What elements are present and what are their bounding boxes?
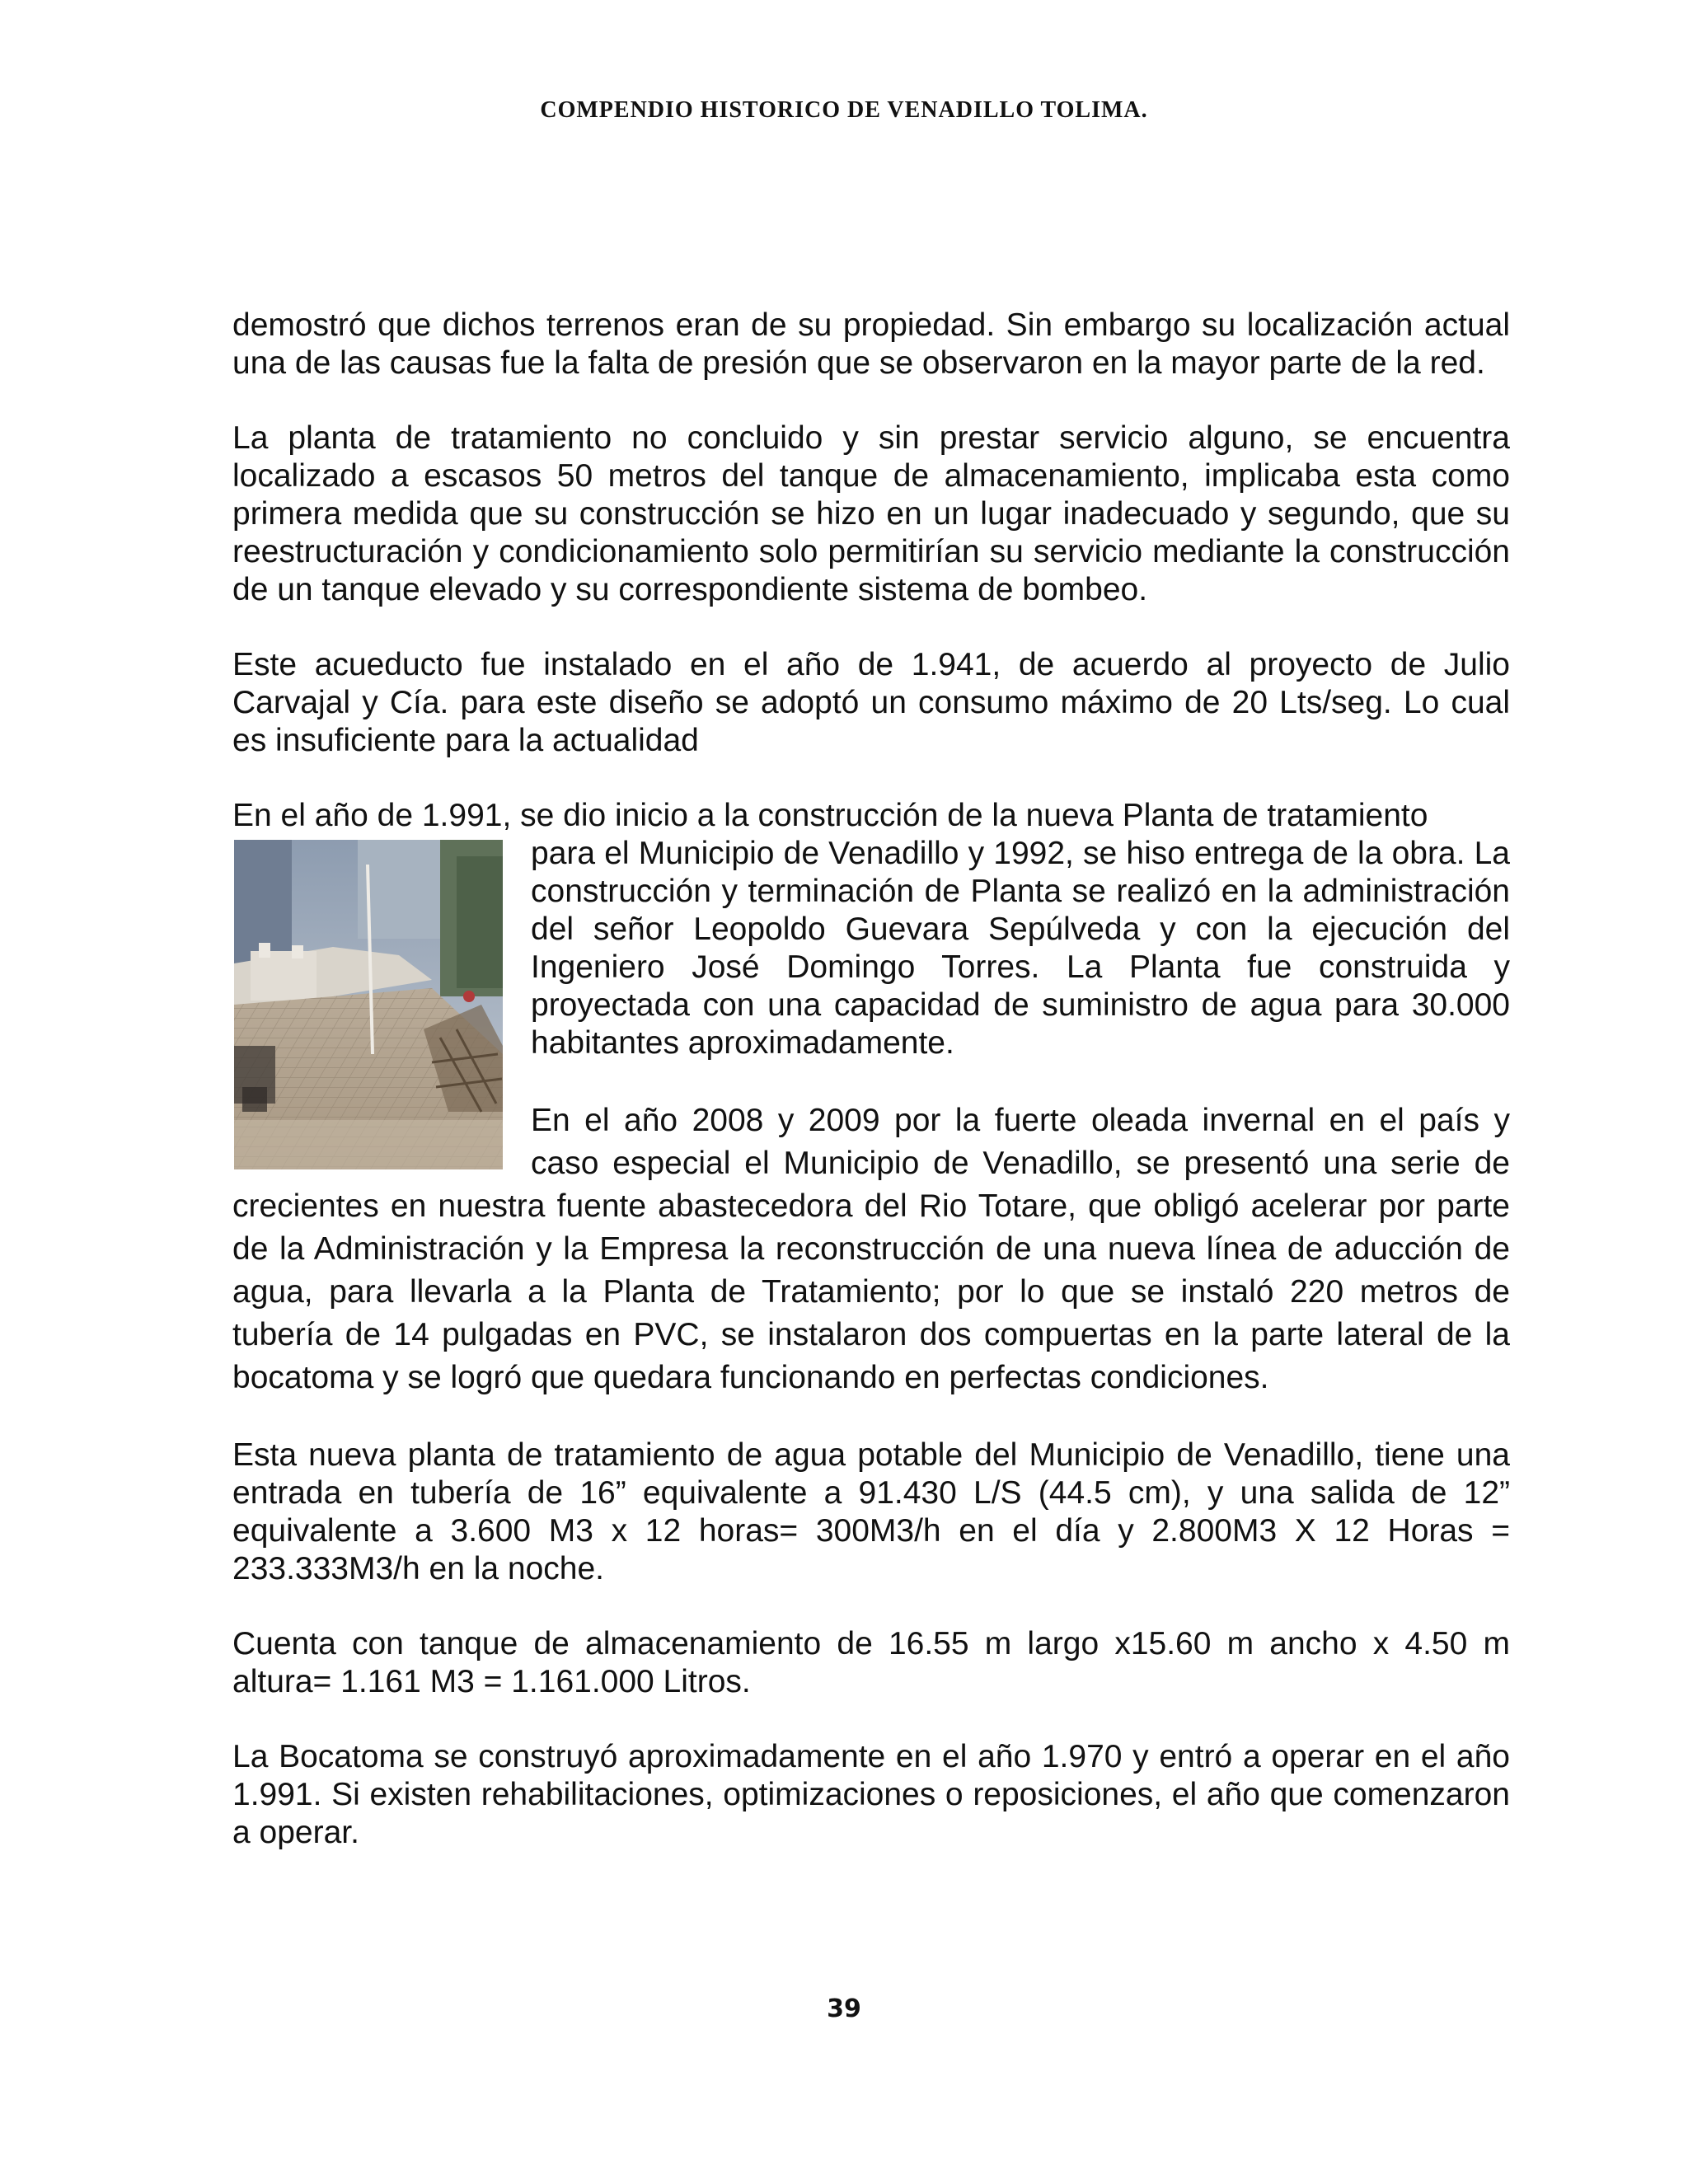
paragraph-7: Cuenta con tanque de almacenamiento de 16.55 m largo x15.60 m ancho x 4.50 m altura= 1.161 M3 = 1.161.000 Litros. (232, 1626, 1510, 1699)
paragraph-1: demostró que dichos terrenos eran de su propiedad. Sin embargo su localización actual una de las causas fue la falta de presión que se observaron en la mayor parte de la red. (232, 307, 1510, 381)
page-body (232, 307, 1510, 1889)
paragraph-3: Este acueducto fue instalado en el año de 1.941, de acuerdo al proyecto de Julio Carvajal y Cía. para este diseño se adoptó un consumo máximo de 20 Lts/seg. Lo cual es insuficiente para la actualidad (232, 647, 1510, 758)
running-header: COMPENDIO HISTORICO DE VENADILLO TOLIMA. (540, 97, 1148, 123)
paragraph-4-rest: para el Municipio de Venadillo y 1992, se hiso entrega de la obra. La construcción y terminación de Planta se realizó en la administración del señor Leopoldo Guevara Sepúlveda y con la ejecución del Ingeniero José Domingo Torres. La Planta fue construida y proyectada con una capacidad de suministro de agua para 30.000 habitantes aproximadamente. (531, 836, 1510, 1061)
paragraph-4-lead: En el año de 1.991, se dio inicio a la construcción de la nueva Planta de tratamiento (232, 798, 1428, 833)
paragraph-5: En el año 2008 y 2009 por la fuerte oleada invernal en el país y caso especial el Municipio de Venadillo, se presentó una serie de crecientes en nuestra fuente abastecedora del Rio Totare, que obligó acelerar por parte de la Administración y la Empresa la reconstrucción de una nueva línea de aducción de agua, para llevarla a la Planta de Tratamiento; por lo que se instaló 220 metros de tubería de 14 pulgadas en PVC, se instalaron dos compuertas en la parte lateral de la bocatoma y se logró que quedara funcionando en perfectas condiciones. (232, 1103, 1510, 1395)
page-number: 39 (827, 1994, 861, 2023)
paragraph-8: La Bocatoma se construyó aproximadamente en el año 1.970 y entró a operar en el año 1.991. Si existen rehabilitaciones, optimizaciones o reposiciones, el año que comenzaron a operar. (232, 1739, 1510, 1850)
paragraph-6: Esta nueva planta de tratamiento de agua potable del Municipio de Venadillo, tiene una entrada en tubería de 16” equivalente a 91.430 L/S (44.5 cm), y una salida de 12” equivalente a 3.600 M3 x 12 horas= 300M3/h en el día y 2.800M3 X 12 Horas = 233.333M3/h en la noche. (232, 1437, 1510, 1586)
paragraph-2: La planta de tratamiento no concluido y sin prestar servicio alguno, se encuentra localizado a escasos 50 metros del tanque de almacenamiento, implicaba esta como primera medida que su construcción se hizo en un lugar inadecuado y segundo, que su reestructuración y condicionamiento solo permitirían su servicio mediante la construcción de un tanque elevado y su correspondiente sistema de bombeo. (232, 420, 1510, 607)
treatment-plant-photo (234, 840, 503, 1169)
